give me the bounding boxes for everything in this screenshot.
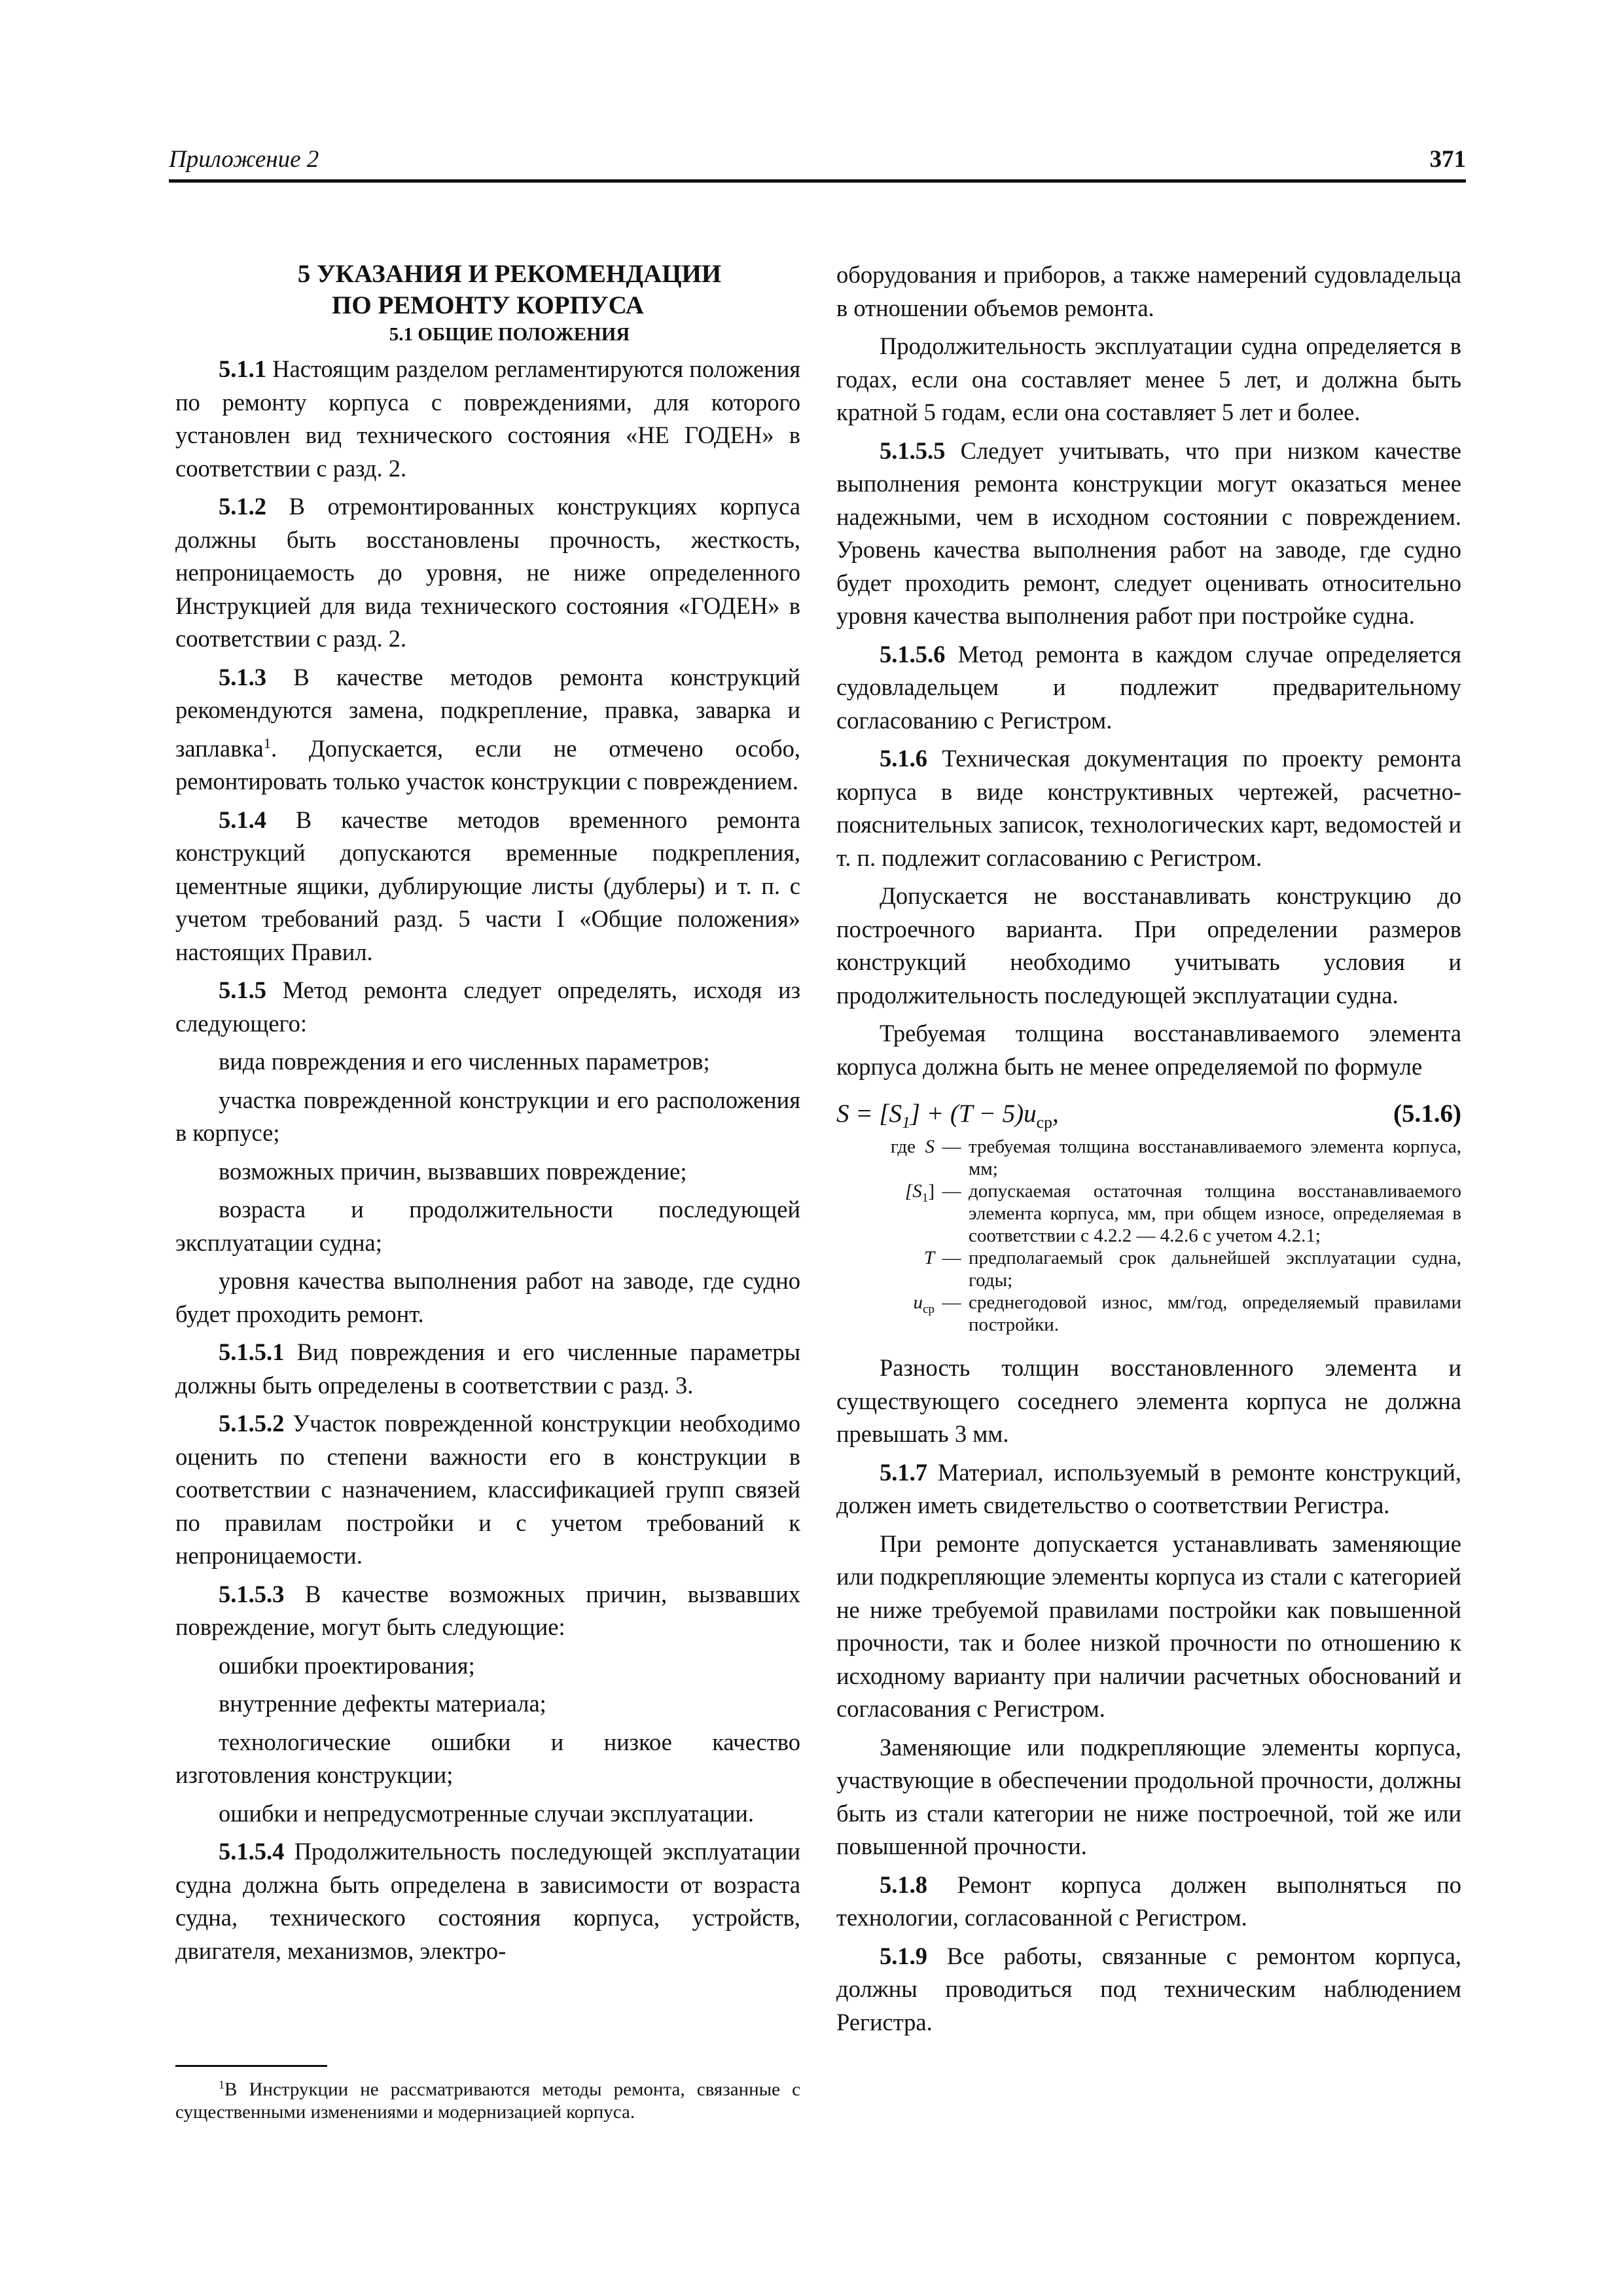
paragraph-longitudinal: Заменяющие или подкрепляющие элементы корпуса, участвующие в обеспечении продольной прочности, должны быть из стали категории не ниже построечной, той же или повышенной прочности. <box>836 1733 1461 1859</box>
definition-row: $u_{ср}$ — среднегодовой износ, мм/год, определяемый правилами постройки. <box>913 1292 1461 1335</box>
definition-row: где S — требуемая толщина восстанавливаемого элемента корпуса, мм; <box>890 1136 1461 1179</box>
paragraph-steel: При ремонте допускается устанавливать заменяющие или подкрепляющие элементы корпуса из стали с категорией не ниже требуемой правилами постройки как повышенной прочности, так и более низкой прочности по отношению к исходному варианту при наличии расчетных обоснований и согласования с Регистром. <box>836 1530 1461 1722</box>
paragraph-5-1-8: 5.1.8 Ремонт корпуса должен выполняться по технологии, согласованной с Регистром. <box>836 1871 1462 1931</box>
footnote-text: В Инструкции не рассматриваются методы ремонта, связанные с существенными изменениями и модернизацией корпуса. <box>175 2079 800 2123</box>
footnote-mark: 1 <box>219 2078 224 2091</box>
paragraph-thickness: Требуемая толщина восстанавливаемого элемента корпуса должна быть не менее определяемой по формуле <box>836 1020 1461 1080</box>
page-header <box>169 145 1466 179</box>
paragraph-duration: Продолжительность эксплуатации судна определяется в годах, если она составляет менее 5 лет, и должна быть кратной 5 годам, если она составляет 5 лет и более. <box>836 332 1461 425</box>
paragraph-5-1-5-3: 5.1.5.3 В качестве возможных причин, вызвавших повреждение, могут быть следующие: <box>175 1580 801 1641</box>
footnote-ref: 1 <box>263 734 272 751</box>
list-item: возможных причин, вызвавших повреждение; <box>219 1157 687 1185</box>
right-column <box>836 259 1461 2039</box>
section-title: 5 УКАЗАНИЯ И РЕКОМЕНДАЦИИ ПО РЕМОНТУ КОРПУСА <box>297 260 722 319</box>
subsection-title: 5.1 ОБЩИЕ ПОЛОЖЕНИЯ <box>389 324 630 345</box>
paragraph-5-1-5: 5.1.5 Метод ремонта следует определять, исходя из следующего: <box>175 977 801 1037</box>
header-rule <box>169 179 1466 183</box>
paragraph-continuation: оборудования и приборов, а также намерений судовладельца в отношении объемов ремонта. <box>836 261 1461 321</box>
list-item: технологические ошибки и низкое качество изготовления конструкции; <box>175 1728 800 1789</box>
paragraph-5-1-7: 5.1.7 Материал, используемый в ремонте конструкций, должен иметь свидетельство о соответствии Регистра. <box>836 1458 1461 1518</box>
definition-row: $[S_1]$ — допускаемая остаточная толщина восстанавливаемого элемента корпуса, мм, при общем износе, определяемая в соответствии с 4.2.2 — 4.2.6 с учетом 4.2.1; <box>904 1181 1461 1246</box>
page-number: 371 <box>1429 146 1466 173</box>
running-title: Приложение 2 <box>169 146 319 173</box>
paragraph-5-1-3: 5.1.3 В качестве методов ремонта конструкций рекомендуются замена, подкрепление, правка, заварка и заплавка$^1$. Допускается, если не отмечено особо, ремонтировать только участок конструкции с повреждением. <box>175 663 800 795</box>
footnote <box>175 2073 800 2123</box>
paragraph-thickness-diff: Разность толщин восстановленного элемента и существующего соседнего элемента корпуса не должна превышать 3 мм. <box>836 1354 1461 1447</box>
paragraph-5-1-5-6: 5.1.5.6 Метод ремонта в каждом случае определяется судовладельцем и подлежит предварительному согласованию с Регистром. <box>836 640 1461 734</box>
definition-row: T — предполагаемый срок дальнейшей эксплуатации судна, годы; <box>923 1247 1461 1291</box>
list-item: ошибки проектирования; <box>219 1651 475 1679</box>
paragraph-5-1-6: 5.1.6 Техническая документация по проекту ремонта корпуса в виде конструктивных чертежей, расчетно-пояснительных записок, технологических карт, ведомостей и т. п. подлежит согласованию с Регистром. <box>836 745 1462 871</box>
paragraph-5-1-5-4: 5.1.5.4 Продолжительность последующей эксплуатации судна должна быть определена в зависимости от возраста судна, технического состояния корпуса, устройств, двигателя, механизмов, электро- <box>175 1838 801 1964</box>
list-item: уровня качества выполнения работ на заводе, где судно будет проходить ремонт. <box>175 1267 800 1327</box>
paragraph-5-1-1: 5.1.1 Настоящим разделом регламентируются положения по ремонту корпуса с повреждениями, для которого установлен вид технического состояния «НЕ ГОДЕН» в соответствии с разд. 2. <box>175 355 801 482</box>
paragraph-5-1-5-1: 5.1.5.1 Вид повреждения и его численные параметры должны быть определены в соответствии с разд. 3. <box>175 1338 800 1399</box>
formula-expression: $S = [S_1] + (T - 5)u_{ср}$, <box>836 1100 1059 1132</box>
list-item: ошибки и непредусмотренные случаи эксплуатации. <box>219 1799 755 1827</box>
paragraph-5-1-5-5: 5.1.5.5 Следует учитывать, что при низком качестве выполнения ремонта конструкции могут оказаться менее надежными, чем в исходном состоянии с повреждением. Уровень качества выполнения работ на заводе, где судно будет проходить ремонт, следует оценивать относительно уровня качества выполнения работ при постройке судна. <box>836 437 1461 629</box>
paragraph-5-1-5-2: 5.1.5.2 Участок поврежденной конструкции необходимо оценить по степени важности его в конструкции в соответствии с назначением, классификацией групп связей по правилам постройки и с учетом требований к непроницаемости. <box>175 1410 800 1570</box>
list-item: возраста и продолжительности последующей эксплуатации судна; <box>175 1196 800 1256</box>
formula-number: (5.1.6) <box>1393 1100 1461 1128</box>
paragraph-5-1-2: 5.1.2 В отремонтированных конструкциях корпуса должны быть восстановлены прочность, жесткость, непроницаемость до уровня, не ниже определенного Инструкцией для вида технического состояния «ГОДЕН» в соответствии с разд. 2. <box>175 493 800 652</box>
list-item: вида повреждения и его численных параметров; <box>219 1048 710 1075</box>
list-item: участка поврежденной конструкции и его расположения в корпусе; <box>175 1086 800 1147</box>
footnote-rule <box>175 2065 327 2067</box>
left-column <box>175 259 800 1967</box>
paragraph-5-1-9: 5.1.9 Все работы, связанные с ремонтом корпуса, должны проводиться под техническим наблюдением Регистра. <box>836 1942 1461 2036</box>
paragraph-restore: Допускается не восстанавливать конструкцию до построечного варианта. При определении размеров конструкций необходимо учитывать условия и продолжительность последующей эксплуатации судна. <box>836 882 1461 1009</box>
formula-definitions <box>836 1136 1461 1336</box>
list-item: внутренние дефекты материала; <box>219 1690 546 1717</box>
paragraph-5-1-4: 5.1.4 В качестве методов временного ремонта конструкций допускаются временные подкрепления, цементные ящики, дублирующие листы (дублеры) и т. п. с учетом требований разд. 5 части I «Общие положения» настоящих Правил. <box>175 806 801 965</box>
formula <box>836 1092 1461 1136</box>
